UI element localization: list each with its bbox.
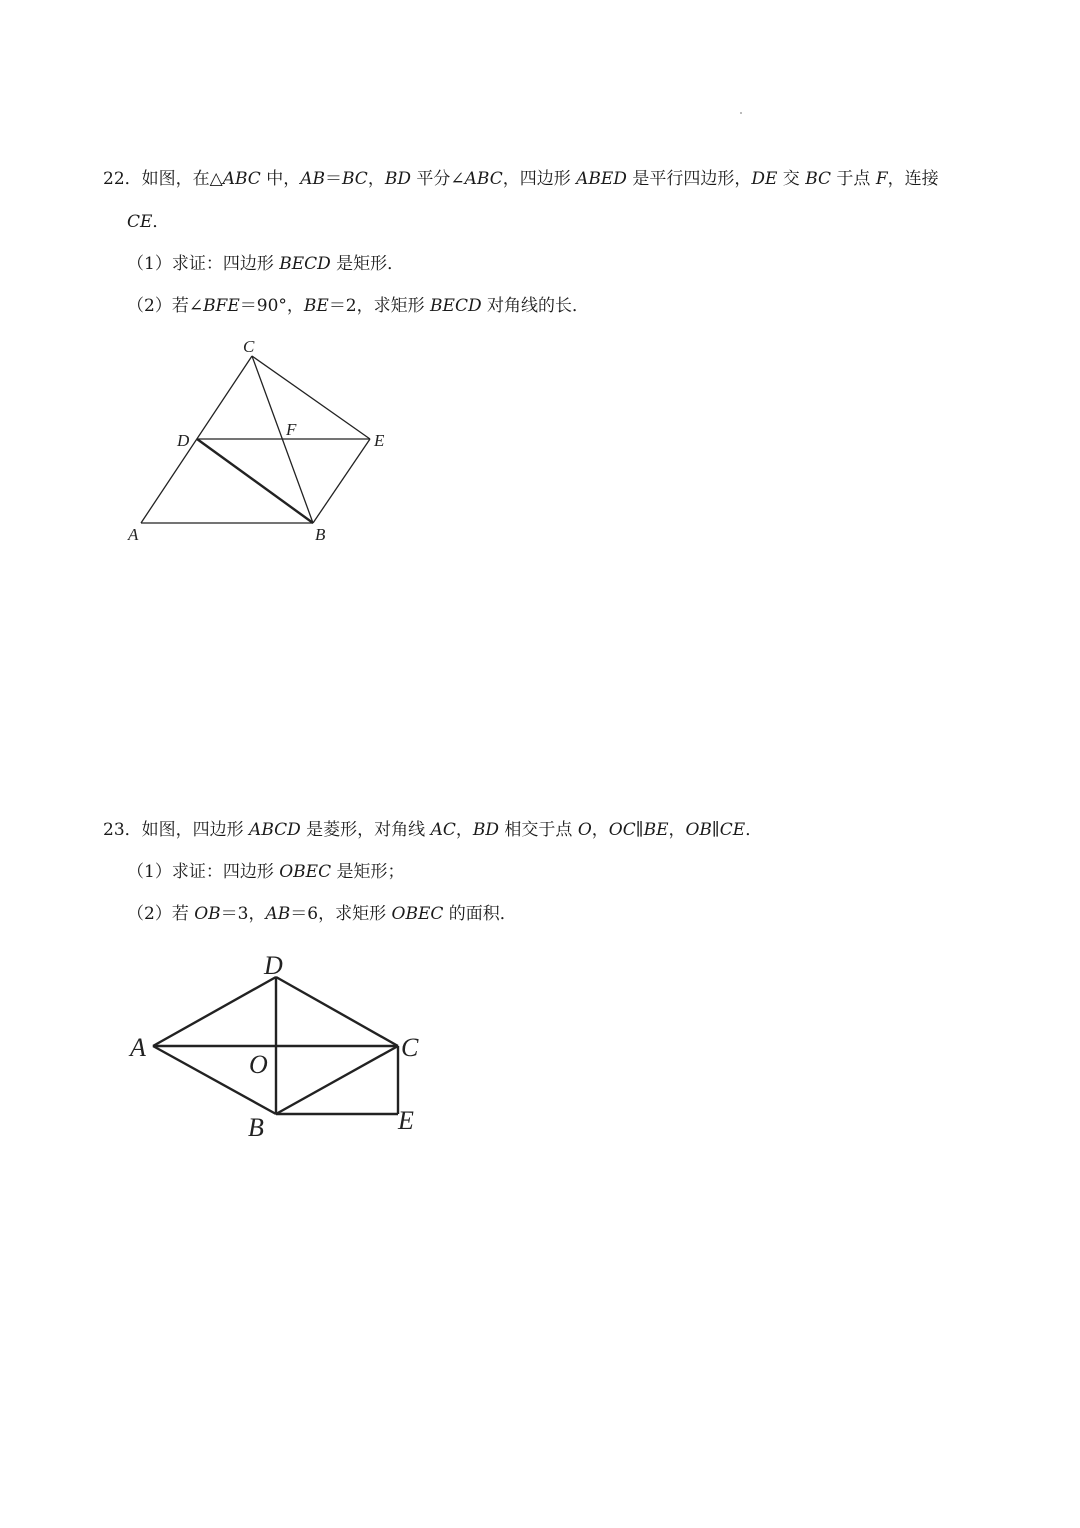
text-run: 于点	[831, 169, 876, 189]
q22-segment-CE	[252, 356, 370, 439]
text-run: 交	[777, 169, 806, 189]
q22-label-A: A	[128, 525, 139, 544]
text-run: 是矩形；	[331, 862, 405, 882]
text-run: 23．如图，四边形	[103, 820, 250, 840]
text-run: ，	[455, 820, 473, 840]
text-run: ，四边形	[502, 169, 577, 189]
text-run: 的面积．	[443, 904, 517, 924]
math-symbol: AC	[430, 820, 456, 840]
math-symbol: ABC	[464, 169, 503, 189]
q23-segment-AD	[153, 977, 276, 1046]
text-run: 相交于点	[499, 820, 578, 840]
q22-segment-BE	[313, 439, 370, 523]
q22-label-E: E	[374, 431, 385, 450]
q22-label-D: D	[177, 431, 190, 450]
math-symbol: ABED	[576, 169, 627, 189]
text-run: 中，	[260, 169, 301, 189]
text-run: ＝2，求矩形	[328, 296, 431, 316]
q23-part1	[127, 860, 405, 884]
text-run: ，	[367, 169, 385, 189]
text-run: ＝	[325, 169, 342, 189]
math-symbol: OC	[608, 820, 636, 840]
math-symbol: BC	[342, 169, 368, 189]
math-symbol: OBEC	[279, 862, 332, 882]
text-run: （1）求证：四边形	[127, 254, 280, 274]
text-run: 是矩形．	[330, 254, 405, 274]
q23-label-B: B	[248, 1113, 264, 1142]
text-run: ＝3，	[220, 904, 266, 924]
text-run: ∥	[635, 820, 644, 840]
text-run: ∥	[711, 820, 720, 840]
text-run: ＝6，求矩形	[290, 904, 392, 924]
text-run: ，	[591, 820, 609, 840]
text-run: ．	[745, 820, 763, 840]
math-symbol: BD	[472, 820, 500, 840]
math-symbol: F	[875, 169, 888, 189]
q23-label-O: O	[249, 1050, 268, 1079]
text-run: 是菱形，对角线	[300, 820, 431, 840]
text-run: 是平行四边形，	[626, 169, 752, 189]
text-run: （1）求证：四边形	[127, 862, 280, 882]
q22-label-C: C	[243, 337, 255, 356]
math-symbol: BE	[643, 820, 669, 840]
text-run: （2）若∠	[127, 296, 204, 316]
q23-figure	[0, 900, 1080, 1200]
q23-segment-DC	[276, 977, 398, 1046]
q22-label-F: F	[286, 420, 297, 439]
math-symbol: ABC	[222, 169, 261, 189]
math-symbol: CE	[719, 820, 746, 840]
q23-label-D: D	[264, 951, 283, 980]
q23-stem-line1	[103, 818, 762, 842]
q23-label-C: C	[401, 1033, 419, 1062]
q22-figure	[0, 0, 1080, 600]
text-run: 平分∠	[410, 169, 465, 189]
math-symbol: AB	[300, 169, 325, 189]
q23-segment-CB	[276, 1046, 398, 1114]
text-run: 对角线的长．	[481, 296, 589, 316]
text-run: （2）若	[127, 904, 195, 924]
q22-label-B: B	[315, 525, 326, 544]
math-symbol: OB	[194, 904, 221, 924]
text-run: 22．如图，在△	[103, 169, 223, 189]
text-run: ＝90°，	[239, 296, 304, 316]
q22-segment-BD	[197, 439, 313, 523]
text-run: ．	[152, 212, 170, 232]
text-run: ，连接	[887, 169, 939, 189]
math-symbol: BE	[303, 296, 329, 316]
math-symbol: BECD	[430, 296, 482, 316]
math-symbol: BECD	[279, 254, 331, 274]
math-symbol: BC	[805, 169, 832, 189]
math-symbol: BD	[384, 169, 411, 189]
q23-label-A: A	[130, 1033, 146, 1062]
math-symbol: BFE	[203, 296, 240, 316]
q23-label-E: E	[398, 1106, 414, 1135]
math-symbol: DE	[751, 169, 778, 189]
text-run: ，	[668, 820, 686, 840]
math-symbol: O	[577, 820, 592, 840]
math-symbol: CE	[127, 212, 153, 232]
math-symbol: OB	[685, 820, 712, 840]
math-symbol: ABCD	[249, 820, 301, 840]
math-symbol: AB	[265, 904, 291, 924]
math-symbol: OBEC	[391, 904, 444, 924]
